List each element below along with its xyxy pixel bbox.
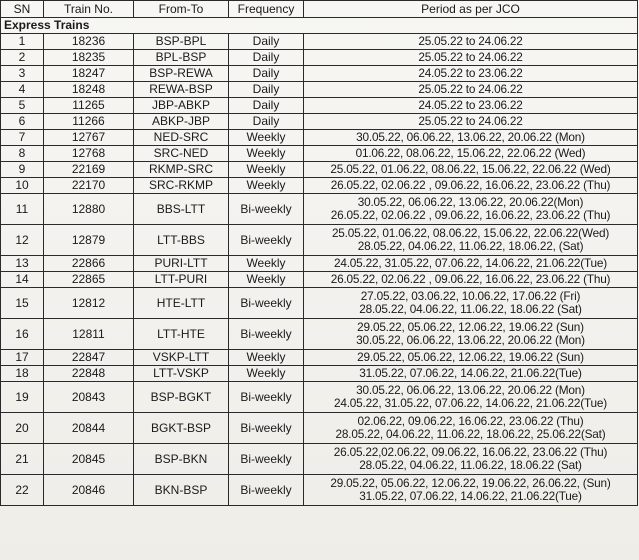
section-title: Express Trains [1,18,638,34]
cell-from-to: BSP-REWA [134,66,229,82]
cell-period [304,146,638,162]
cell-frequency: Daily [229,50,304,66]
cell-frequency: Daily [229,34,304,50]
cell-frequency: Daily [229,82,304,98]
section-row [1,18,638,34]
cell-sn: 15 [1,288,44,319]
table-row [1,178,638,194]
cell-train-no: 12879 [44,225,134,256]
cell-train-no: 18235 [44,50,134,66]
period-line: 28.05.22, 04.06.22, 11.06.22, 18.06.22 (Sat) [359,458,582,472]
period-line: 01.06.22, 08.06.22, 15.06.22, 22.06.22 (Wed) [355,146,586,160]
cell-train-no: 22848 [44,366,134,382]
cell-frequency: Weekly [229,178,304,194]
period-line: 29.05.22, 05.06.22, 12.06.22, 19.06.22, 26.06.22, (Sun) [330,476,611,490]
cell-sn: 16 [1,319,44,350]
header-period: Period as per JCO [304,1,638,18]
table-row [1,256,638,272]
cell-train-no: 20843 [44,382,134,413]
cell-sn: 18 [1,366,44,382]
cell-frequency: Weekly [229,272,304,288]
cell-from-to: LTT-BBS [134,225,229,256]
cell-sn: 6 [1,114,44,130]
period-line: 31.05.22, 07.06.22, 14.06.22, 21.06.22(Tue) [359,366,582,380]
cell-from-to: NED-SRC [134,130,229,146]
cell-period [304,272,638,288]
cell-train-no: 18236 [44,34,134,50]
period-line: 29.05.22, 05.06.22, 12.06.22, 19.06.22 (Sun) [357,350,584,364]
cell-sn: 22 [1,475,44,506]
table-row [1,50,638,66]
period-line: 27.05.22, 03.06.22, 10.06.22, 17.06.22 (Fri) [360,289,581,303]
cell-frequency: Bi-weekly [229,475,304,506]
cell-sn: 14 [1,272,44,288]
cell-train-no: 22170 [44,178,134,194]
cell-period [304,194,638,225]
cell-train-no: 18248 [44,82,134,98]
cell-from-to: REWA-BSP [134,82,229,98]
cell-train-no: 12811 [44,319,134,350]
cell-from-to: BSP-BGKT [134,382,229,413]
table-row [1,34,638,50]
table-row [1,413,638,444]
cell-from-to: LTT-HTE [134,319,229,350]
cell-from-to: BGKT-BSP [134,413,229,444]
cell-from-to: SRC-NED [134,146,229,162]
table-row [1,82,638,98]
cell-from-to: BKN-BSP [134,475,229,506]
table-row [1,130,638,146]
cell-period [304,162,638,178]
cell-period [304,34,638,50]
cell-train-no: 20844 [44,413,134,444]
table-row [1,444,638,475]
cell-period [304,50,638,66]
cell-sn: 10 [1,178,44,194]
cell-sn: 19 [1,382,44,413]
cell-period [304,225,638,256]
table-row [1,162,638,178]
cell-from-to: LTT-PURI [134,272,229,288]
period-line: 28.05.22, 04.06.22, 11.06.22, 18.06.22 (Sat) [359,302,582,316]
cell-period [304,366,638,382]
header-from-to: From-To [134,1,229,18]
period-line: 24.05.22, 31.05.22, 07.06.22, 14.06.22, 21.06.22(Tue) [334,396,607,410]
period-line: 30.05.22, 06.06.22, 13.06.22, 20.06.22 (Mon) [356,130,585,144]
cell-frequency: Daily [229,114,304,130]
period-line: 25.05.22 to 24.06.22 [418,50,523,64]
cell-frequency: Weekly [229,256,304,272]
cell-train-no: 12812 [44,288,134,319]
cell-sn: 13 [1,256,44,272]
header-frequency: Frequency [229,1,304,18]
table-row [1,288,638,319]
period-line: 28.05.22, 04.06.22, 11.06.22, 18.06.22, 25.06.22(Sat) [335,427,606,441]
cell-frequency: Weekly [229,366,304,382]
table-row [1,194,638,225]
cell-from-to: HTE-LTT [134,288,229,319]
cell-sn: 8 [1,146,44,162]
cell-sn: 5 [1,98,44,114]
cell-period [304,114,638,130]
cell-sn: 21 [1,444,44,475]
header-train-no: Train No. [44,1,134,18]
cell-from-to: BSP-BKN [134,444,229,475]
cell-from-to: BBS-LTT [134,194,229,225]
period-line: 30.05.22, 06.06.22, 13.06.22, 20.06.22(Mon) [357,195,584,209]
period-line: 28.05.22, 04.06.22, 11.06.22, 18.06.22, (Sat) [357,239,584,253]
cell-train-no: 11265 [44,98,134,114]
cell-train-no: 22847 [44,350,134,366]
cell-period [304,319,638,350]
cell-train-no: 12767 [44,130,134,146]
cell-train-no: 22865 [44,272,134,288]
cell-from-to: RKMP-SRC [134,162,229,178]
cell-period [304,350,638,366]
cell-from-to: PURI-LTT [134,256,229,272]
cell-period [304,444,638,475]
period-line: 29.05.22, 05.06.22, 12.06.22, 19.06.22 (Sun) [357,320,584,334]
period-line: 25.05.22 to 24.06.22 [418,34,523,48]
table-row [1,272,638,288]
cell-train-no: 22866 [44,256,134,272]
table-row [1,66,638,82]
cell-sn: 2 [1,50,44,66]
cell-train-no: 11266 [44,114,134,130]
cell-sn: 20 [1,413,44,444]
cell-frequency: Bi-weekly [229,382,304,413]
cell-sn: 11 [1,194,44,225]
cell-frequency: Daily [229,98,304,114]
period-line: 24.05.22, 31.05.22, 07.06.22, 14.06.22, 21.06.22(Tue) [334,256,607,270]
table-row [1,225,638,256]
period-line: 30.05.22, 06.06.22, 13.06.22, 20.06.22 (Mon) [356,333,585,347]
cell-period [304,98,638,114]
cell-period [304,66,638,82]
cell-frequency: Weekly [229,162,304,178]
cell-sn: 3 [1,66,44,82]
period-line: 26.05.22,02.06.22, 09.06.22, 16.06.22, 23.06.22 (Thu) [333,445,608,459]
period-line: 25.05.22, 01.06.22, 08.06.22, 15.06.22, 22.06.22(Wed) [331,226,610,240]
cell-frequency: Weekly [229,130,304,146]
header-sn: SN [1,1,44,18]
table-row [1,98,638,114]
cell-period [304,178,638,194]
cell-period [304,256,638,272]
cell-from-to: SRC-RKMP [134,178,229,194]
cell-from-to: VSKP-LTT [134,350,229,366]
cell-train-no: 18247 [44,66,134,82]
cell-frequency: Bi-weekly [229,444,304,475]
table-row [1,114,638,130]
cell-sn: 9 [1,162,44,178]
cell-frequency: Bi-weekly [229,194,304,225]
cell-period [304,288,638,319]
cell-train-no: 22169 [44,162,134,178]
cell-from-to: LTT-VSKP [134,366,229,382]
period-line: 02.06.22, 09.06.22, 16.06.22, 23.06.22 (Thu) [357,414,584,428]
cell-from-to: BSP-BPL [134,34,229,50]
cell-train-no: 20845 [44,444,134,475]
table-row [1,146,638,162]
table-row [1,475,638,506]
cell-train-no: 12880 [44,194,134,225]
cell-train-no: 12768 [44,146,134,162]
cell-period [304,475,638,506]
header-row [1,1,638,18]
period-line: 25.05.22, 01.06.22, 08.06.22, 15.06.22, 22.06.22 (Wed) [330,162,611,176]
cell-frequency: Bi-weekly [229,413,304,444]
cell-frequency: Weekly [229,146,304,162]
cell-from-to: ABKP-JBP [134,114,229,130]
period-line: 26.05.22, 02.06.22 , 09.06.22, 16.06.22, 23.06.22 (Thu) [330,208,611,222]
period-line: 31.05.22, 07.06.22, 14.06.22, 21.06.22(Tue) [359,489,582,503]
cell-period [304,382,638,413]
cell-sn: 4 [1,82,44,98]
cell-sn: 1 [1,34,44,50]
cell-frequency: Weekly [229,350,304,366]
table-row [1,382,638,413]
period-line: 25.05.22 to 24.06.22 [418,82,523,96]
cell-period [304,82,638,98]
cell-sn: 12 [1,225,44,256]
cell-from-to: JBP-ABKP [134,98,229,114]
cell-frequency: Daily [229,66,304,82]
period-line: 24.05.22 to 23.06.22 [418,66,523,80]
table-row [1,366,638,382]
cell-period [304,413,638,444]
period-line: 26.05.22, 02.06.22 , 09.06.22, 16.06.22, 23.06.22 (Thu) [330,178,611,192]
cell-frequency: Bi-weekly [229,319,304,350]
cell-train-no: 20846 [44,475,134,506]
cell-frequency: Bi-weekly [229,288,304,319]
period-line: 26.05.22, 02.06.22 , 09.06.22, 16.06.22, 23.06.22 (Thu) [330,272,611,286]
table-row [1,350,638,366]
table-row [1,319,638,350]
period-line: 30.05.22, 06.06.22, 13.06.22, 20.06.22 (Mon) [356,383,585,397]
cell-from-to: BPL-BSP [134,50,229,66]
period-line: 25.05.22 to 24.06.22 [418,114,523,128]
cell-sn: 7 [1,130,44,146]
cell-period [304,130,638,146]
cell-frequency: Bi-weekly [229,225,304,256]
cell-sn: 17 [1,350,44,366]
period-line: 24.05.22 to 23.06.22 [418,98,523,112]
